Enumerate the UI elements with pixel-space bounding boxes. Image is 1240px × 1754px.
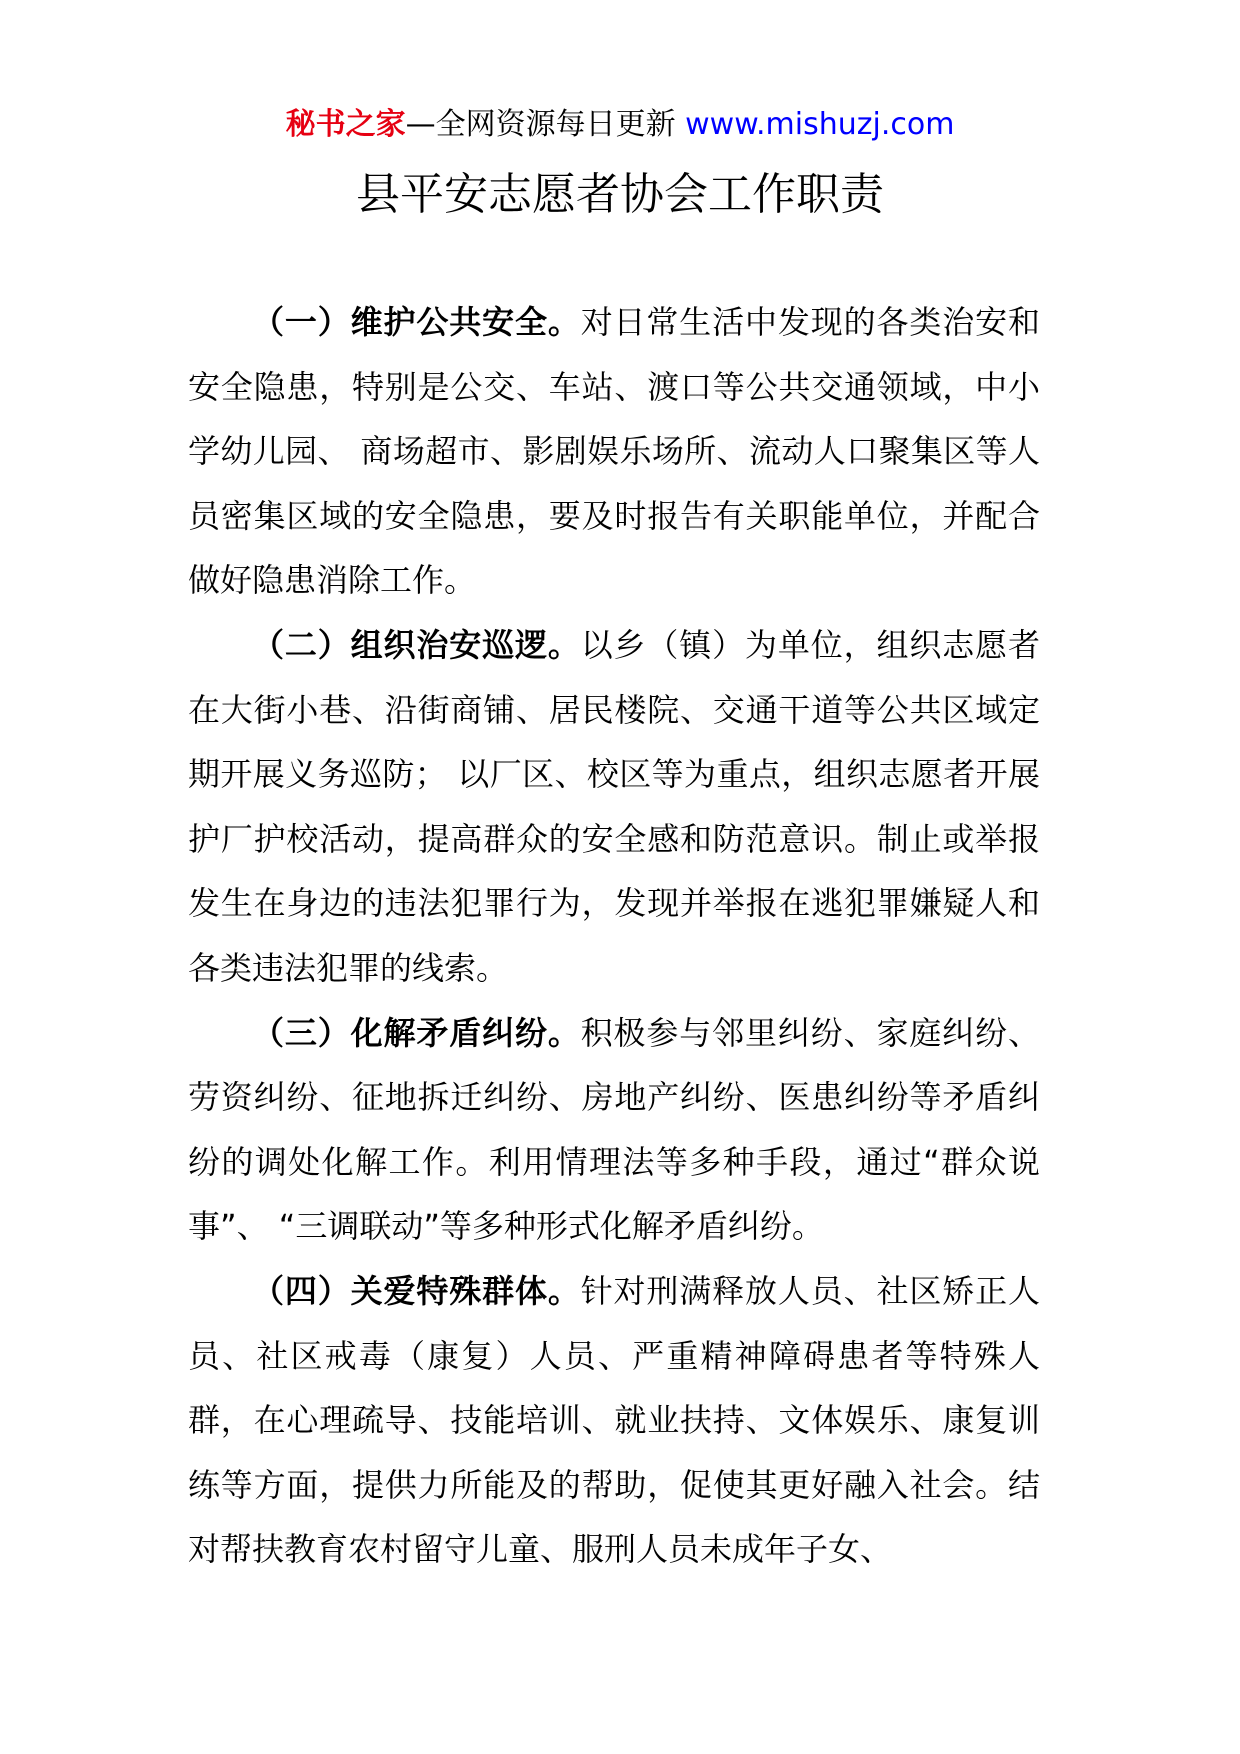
section-heading: （四）关爱特殊群体。: [252, 1271, 581, 1310]
section-text: 积极参与邻里纠纷、家庭纠纷、劳资纠纷、征地拆迁纠纷、房地产纠纷、医患纠纷等矛盾纠纷的调处化解工作。利用情理法等多种手段，通过“群众说事”、 “三调联动”等多种形式化解矛盾纠纷。: [188, 1013, 1040, 1246]
site-url-link[interactable]: www.mishuzj.com: [685, 107, 955, 142]
site-tagline: —全网资源每日更新: [405, 107, 686, 142]
document-title: 县平安志愿者协会工作职责: [356, 169, 884, 220]
section-text: 对日常生活中发现的各类治安和安全隐患，特别是公交、车站、渡口等公共交通领域，中小学幼儿园、 商场超市、影剧娱乐场所、流动人口聚集区等人员密集区域的安全隐患，要及时报告有关职能单位，并配合做好隐患消除工作。: [188, 303, 1040, 600]
document-body: [188, 290, 1040, 1582]
section-paragraph: [188, 290, 1040, 613]
site-header: [0, 100, 1240, 150]
section-heading: （一）维护公共安全。: [252, 303, 581, 341]
site-name: 秘书之家: [285, 107, 406, 142]
section-text: 以乡（镇）为单位，组织志愿者在大街小巷、沿街商铺、居民楼院、交通干道等公共区域定期开展义务巡防； 以厂区、校区等为重点，组织志愿者开展护厂护校活动，提高群众的安全感和防范意识。制止或举报发生在身边的违法犯罪行为，发现并举报在逃犯罪嫌疑人和各类违法犯罪的线索。: [188, 625, 1040, 987]
section-paragraph: [188, 613, 1040, 1001]
section-text: 针对刑满释放人员、社区矫正人员、社区戒毒（康复）人员、严重精神障碍患者等特殊人群，在心理疏导、技能培训、就业扶持、文体娱乐、康复训练等方面，提供力所能及的帮助，促使其更好融入社会。结对帮扶教育农村留守儿童、服刑人员未成年子女、: [188, 1271, 1040, 1569]
section-heading: （二）组织治安巡逻。: [252, 625, 581, 664]
section-heading: （三）化解矛盾纠纷。: [252, 1013, 581, 1052]
section-paragraph: [188, 1259, 1040, 1582]
section-paragraph: [188, 1001, 1040, 1259]
